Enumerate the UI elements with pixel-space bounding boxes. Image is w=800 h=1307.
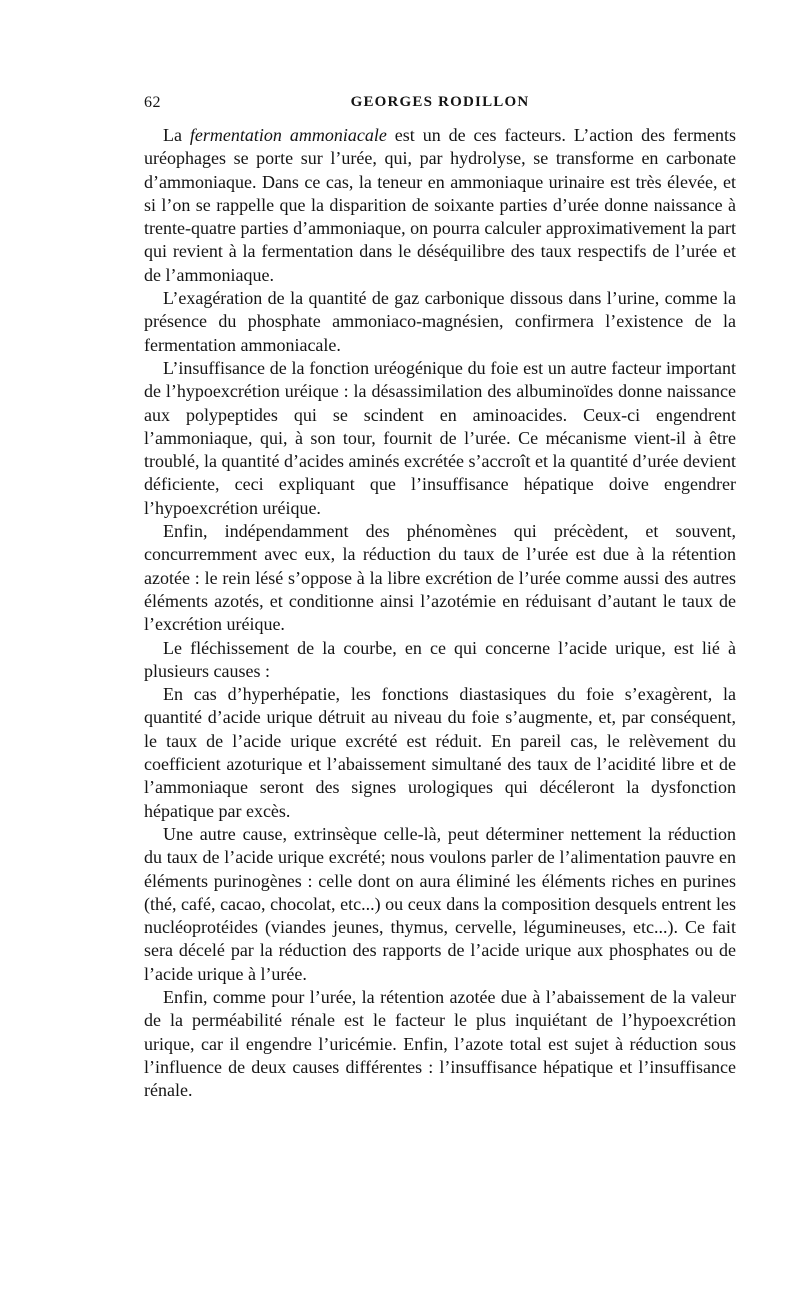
paragraph-permeabilite-renale: Enfin, comme pour l’urée, la rétention azotée due à l’abaissement de la valeur de la perméabilité rénale est le facteur le plus inquiétant de l’hypoexcrétion urique, car il engendre l’uricémie. Enfin, l’azote total est sujet à réduction sous l’influence de deux causes différentes : l’insuffisance hépatique et l’insuffisance rénale. (144, 986, 736, 1101)
body-text (144, 124, 736, 1102)
paragraph-flechissement-courbe: Le fléchissement de la courbe, en ce qui concerne l’acide urique, est lié à plusieurs causes : (144, 637, 736, 681)
paragraph-insuffisance-ureogenique: L’insuffisance de la fonction uréogénique du foie est un autre facteur important de l’hypoexcrétion uréique : la désassimilation des albuminoïdes donne naissance aux polypeptides qui se scindent en aminoacides. Ceux-ci engendrent l’ammoniaque, qui, à son tour, fournit de l’urée. Ce mécanisme vient-il à être troublé, la quantité d’acides aminés excrétée s’accroît et la quantité d’urée devient déficiente, ceci expliquant que l’insuffisance hépatique doive engendrer l’hypoexcrétion uréique. (144, 357, 736, 518)
paragraph-alimentation: Une autre cause, extrinsèque celle-là, peut déterminer nettement la réduction du taux de l’acide urique excrété; nous voulons parler de l’alimentation pauvre en éléments purinogènes : celle dont on aura éliminé les éléments riches en purines (thé, café, cacao, chocolat, etc...) ou ceux dans la composition desquels entrent les nucléoprotéides (viandes jeunes, thymus, cervelle, légumineuses, etc...). Ce fait sera décelé par la réduction des rapports de l’acide urique aux phosphates ou de l’acide urique à l’urée. (144, 823, 736, 984)
paragraph-gaz-carbonique: L’exagération de la quantité de gaz carbonique dissous dans l’urine, comme la présence du phosphate ammoniaco-magnésien, confirmera l’existence de la fermentation ammoniacale. (144, 288, 736, 355)
paragraph-hyperhepatie: En cas d’hyperhépatie, les fonctions diastasiques du foie s’exagèrent, la quantité d’acide urique détruit au niveau du foie s’augmente, et, par conséquent, le taux de l’acide urique excrété est réduit. En pareil cas, le relèvement du coefficient azoturique et l’abaissement simultané des taux de l’acidité libre et de l’ammoniaque seront des signes urologiques qui décéleront la dysfonction hépatique par excès. (144, 684, 736, 821)
page-header (144, 94, 736, 116)
paragraph-fermentation-ammoniacale (144, 124, 736, 287)
paragraph-continuation-text: est un de ces facteurs. L’action des ferments uréophages se porte sur l’urée, qui, par hydrolyse, se transforme en carbonate d’ammoniaque. Dans ce cas, la teneur en ammoniaque urinaire est très élevée, et si l’on se rappelle que la disparition de soixante parties d’urée donne naissance à trente-quatre parties d’ammoniaque, on pourra calculer approximativement la part qui revient à la fermentation dans le déséquilibre des taux respectifs de l’urée et de l’ammoniaque. (144, 125, 737, 285)
page-number: 62 (144, 94, 161, 111)
emphasized-term: fermentation ammoniacale (189, 125, 387, 145)
paragraph-retention-azotee: Enfin, indépendamment des phénomènes qui précèdent, et souvent, concurremment avec eux, la réduction du taux de l’urée est due à la rétention azotée : le rein lésé s’oppose à la libre excrétion de l’urée comme aussi des autres éléments azotés, et conditionne ainsi l’azotémie en réduisant d’autant le taux de l’excrétion uréique. (144, 521, 736, 635)
running-title: GEORGES RODILLON (350, 94, 530, 110)
paragraph-lead-text: La (163, 125, 190, 145)
